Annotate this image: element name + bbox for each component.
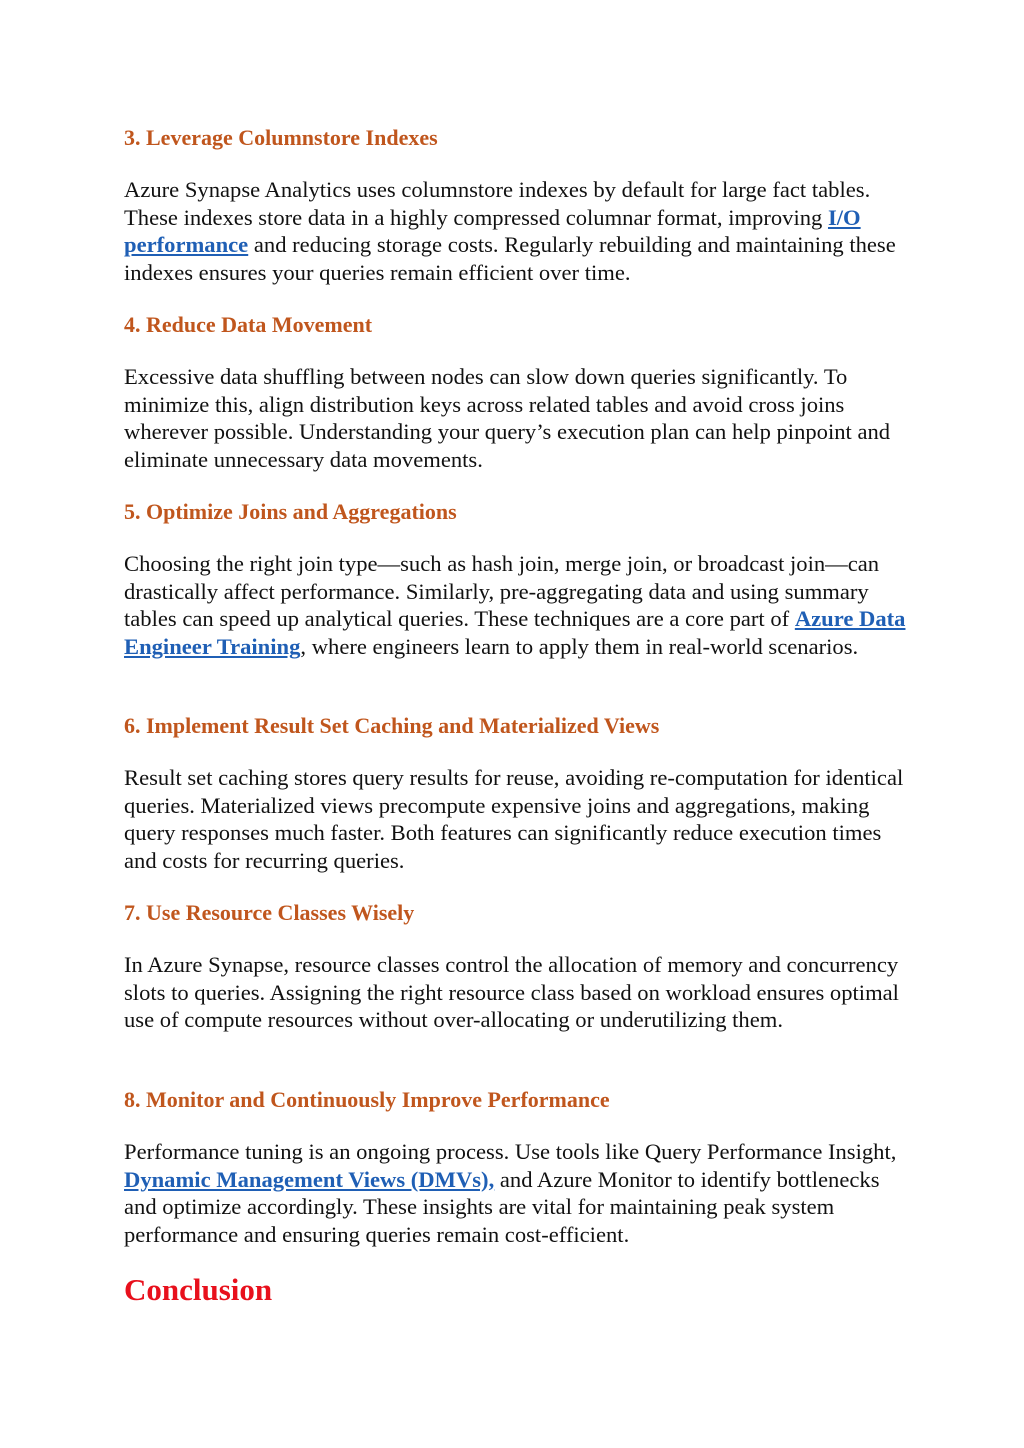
paragraph-joins: [124, 550, 914, 660]
section-heading-monitor: 8. Monitor and Continuously Improve Performance: [124, 1087, 610, 1112]
link-io-performance[interactable]: I/O performance: [124, 204, 861, 258]
conclusion-heading: Conclusion: [124, 1272, 273, 1307]
paragraph-text: In Azure Synapse, resource classes control the allocation of memory and concurrency slots to queries. Assigning the right resource class based on workload ensures optimal use of compute resources without over-allocating or underutilizing them.: [124, 952, 899, 1033]
paragraph-text: Choosing the right join type—such as hash join, merge join, or broadcast join—can drastically affect performance. Similarly, pre-aggregating data and using summary tables can speed up analytical queries. These techniques are a core part of: [124, 551, 880, 632]
paragraph-caching: [124, 764, 914, 874]
section-heading-resource-classes: 7. Use Resource Classes Wisely: [124, 900, 415, 925]
section-heading-joins: 5. Optimize Joins and Aggregations: [124, 499, 457, 524]
paragraph-text: , where engineers learn to apply them in real-world scenarios.: [300, 633, 859, 659]
section-heading-caching: 6. Implement Result Set Caching and Materialized Views: [124, 713, 660, 738]
section-heading-data-movement: 4. Reduce Data Movement: [124, 312, 373, 337]
paragraph-monitor: [124, 1138, 914, 1248]
paragraph-text: Performance tuning is an ongoing process. Use tools like Query Performance Insight,: [124, 1139, 897, 1164]
paragraph-resource-classes: [124, 951, 914, 1034]
paragraph-text: Azure Synapse Analytics uses columnstore indexes by default for large fact tables. These indexes store data in a highly compressed columnar format, improving: [124, 177, 871, 230]
link-dynamic-management-views[interactable]: Dynamic Management Views (DMVs),: [124, 1166, 495, 1192]
paragraph-text: Result set caching stores query results for reuse, avoiding re-computation for identical queries. Materialized views precompute expensive joins and aggregations, making query responses much faster. Both features can significantly reduce execution times and costs for recurring queries.: [124, 765, 904, 873]
paragraph-text: Excessive data shuffling between nodes can slow down queries significantly. To minimize this, align distribution keys across related tables and avoid cross joins wherever possible. Understanding your query’s execution plan can help pinpoint and eliminate unnecessary data movements.: [124, 364, 891, 472]
section-heading-columnstore: 3. Leverage Columnstore Indexes: [124, 125, 438, 150]
paragraph-columnstore: [124, 176, 914, 286]
paragraph-text: and reducing storage costs. Regularly rebuilding and maintaining these indexes ensures your queries remain efficient over time.: [124, 232, 896, 285]
paragraph-text: and Azure Monitor to identify bottlenecks and optimize accordingly. These insights are vital for maintaining peak system performance and ensuring queries remain cost-efficient.: [124, 1166, 880, 1247]
paragraph-data-movement: [124, 363, 914, 473]
link-azure-data-engineer-training[interactable]: Azure Data Engineer Training: [124, 606, 906, 659]
